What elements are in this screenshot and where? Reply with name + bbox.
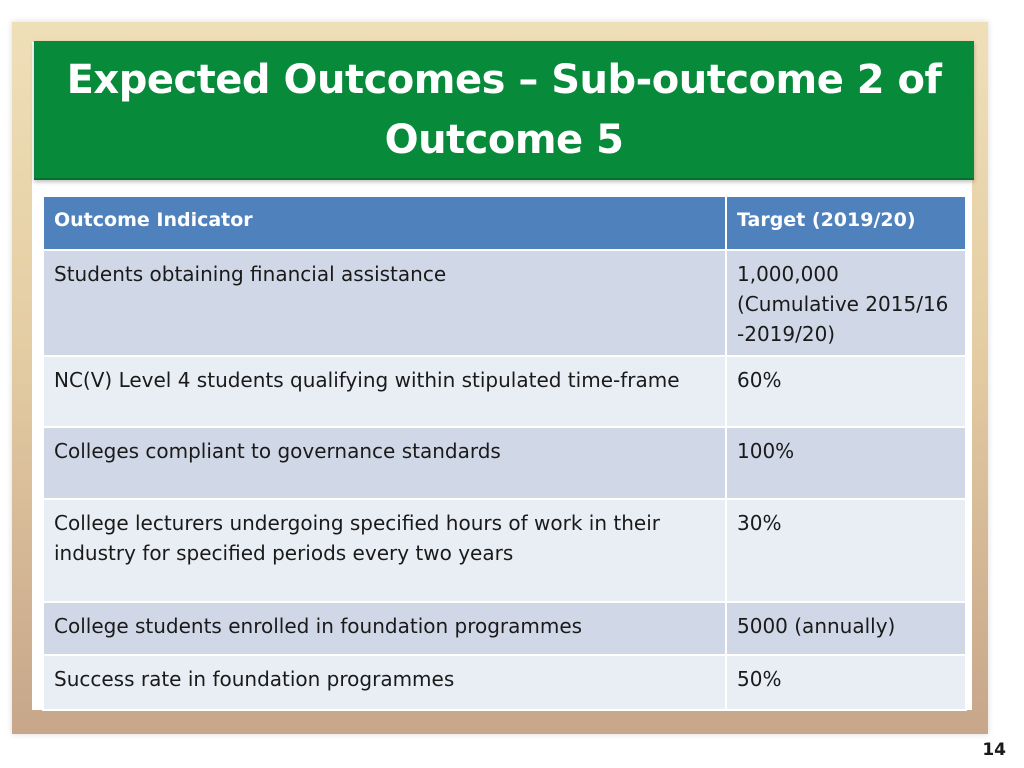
target-cell: 1,000,000 (Cumulative 2015/16 -2019/20)	[726, 250, 966, 356]
indicator-cell: Colleges compliant to governance standards	[43, 427, 726, 499]
table-row	[43, 250, 966, 356]
column-header-indicator: Outcome Indicator	[43, 196, 726, 250]
table-row	[43, 499, 966, 602]
table-header-row	[43, 196, 966, 250]
table-row	[43, 356, 966, 427]
title-bar	[34, 41, 974, 180]
target-cell: 5000 (annually)	[726, 602, 966, 655]
indicator-cell: Students obtaining financial assistance	[43, 250, 726, 356]
indicator-cell: College lecturers undergoing specified hours of work in their industry for specified periods every two years	[43, 499, 726, 602]
indicator-cell: College students enrolled in foundation programmes	[43, 602, 726, 655]
outcomes-table	[42, 195, 967, 711]
table-row	[43, 602, 966, 655]
page-number: 14	[982, 740, 1006, 760]
target-cell: 60%	[726, 356, 966, 427]
target-cell: 50%	[726, 655, 966, 710]
slide-title: Expected Outcomes – Sub-outcome 2 of Outcome 5	[66, 56, 942, 163]
table-row	[43, 655, 966, 710]
indicator-cell: Success rate in foundation programmes	[43, 655, 726, 710]
target-cell: 30%	[726, 499, 966, 602]
column-header-target: Target (2019/20)	[726, 196, 966, 250]
indicator-cell: NC(V) Level 4 students qualifying within stipulated time-frame	[43, 356, 726, 427]
target-cell: 100%	[726, 427, 966, 499]
table-row	[43, 427, 966, 499]
